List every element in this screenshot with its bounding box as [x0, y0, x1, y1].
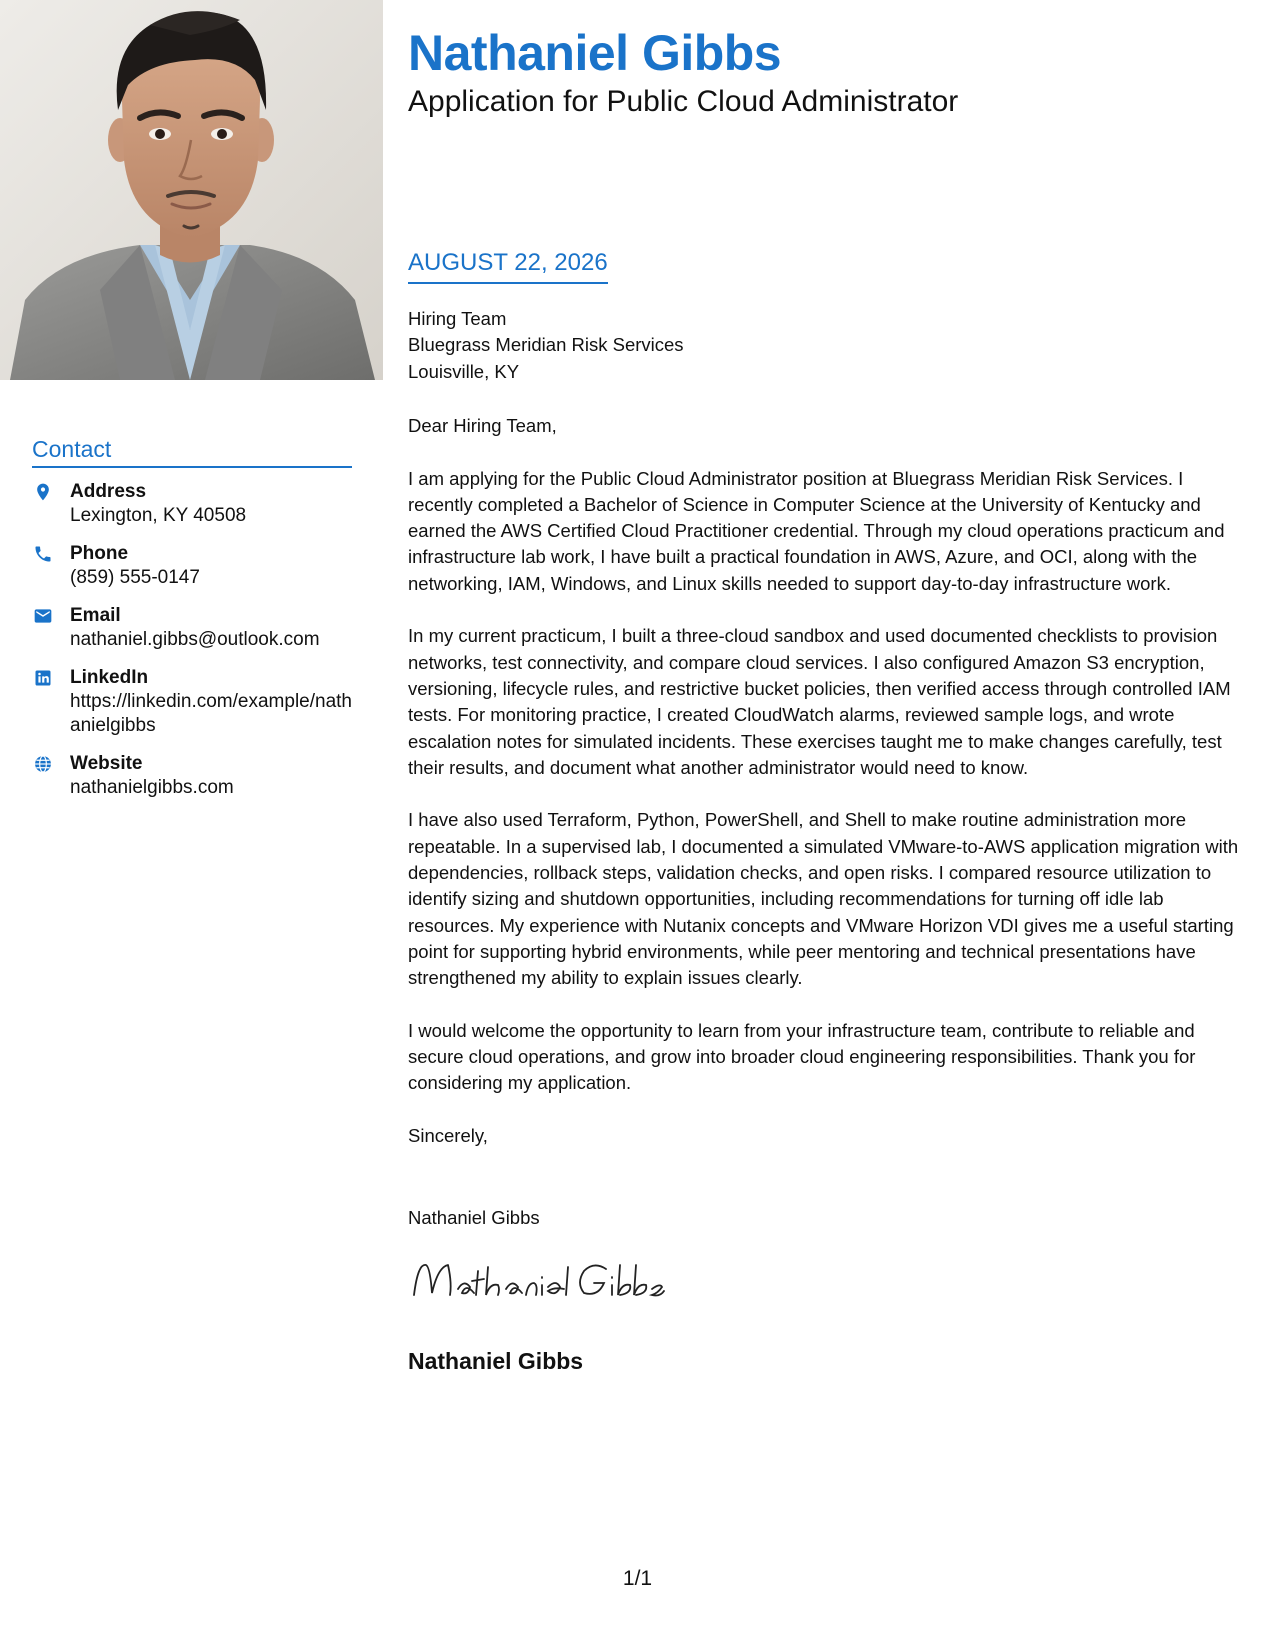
- globe-icon: [32, 753, 54, 775]
- portrait-icon: [0, 0, 383, 380]
- body-paragraph: I have also used Terraform, Python, PowerShell, and Shell to make routine administration more repeatable. In a supervised lab, I documented a simulated VMware-to-AWS application migration with dependencies, rollback steps, validation checks, and open risks. I compared resource utilization to identify sizing and shutdown opportunities, including recommendations for turning off idle lab resources. My experience with Nutanix concepts and VMware Horizon VDI gives me a useful starting point for supporting hybrid environments, while peer mentoring and technical presentations have strengthened my ability to explain issues clearly.: [408, 809, 1239, 989]
- body-paragraph: In my current practicum, I built a three-cloud sandbox and used documented checklists to provision networks, test connectivity, and compare cloud services. I also configured Amazon S3 encryption, versioning, lifecycle rules, and restrictive bucket policies, then verified access through controlled IAM tests. For monitoring practice, I created CloudWatch alarms, reviewed sample logs, and wrote escalation notes for simulated incidents. These exercises taught me to make changes carefully, test their results, and document what another administrator would need to know.: [408, 625, 1231, 778]
- letter-date: AUGUST 22, 2026: [408, 248, 608, 284]
- recipient-line: Bluegrass Meridian Risk Services: [408, 334, 684, 356]
- body-paragraph: I would welcome the opportunity to learn from your infrastructure team, contribute to reliable and secure cloud operations, and grow into broader cloud engineering responsibilities. Thank you for considering my application.: [408, 1019, 1196, 1094]
- linkedin-value[interactable]: https://linkedin.com/example/nathanielgibbs: [70, 691, 352, 736]
- contact-phone: [32, 542, 352, 590]
- linkedin-icon: [32, 667, 54, 689]
- address-label: Address: [70, 481, 147, 502]
- location-pin-icon: [32, 481, 54, 503]
- salutation: Dear Hiring Team,: [408, 415, 557, 436]
- email-label: Email: [70, 605, 121, 626]
- body-paragraph: I am applying for the Public Cloud Administrator position at Bluegrass Meridian Risk Services. I recently completed a Bachelor of Science in Computer Science at the University of Kentucky and earned the AWS Certified Cloud Practitioner credential. Through my cloud operations practicum and infrastructure lab work, I have built a practical foundation in AWS, Azure, and OCI, along with the networking, IAM, Windows, and Linux skills needed to support day-to-day infrastructure work.: [408, 467, 1225, 594]
- phone-value[interactable]: (859) 555-0147: [70, 567, 200, 588]
- application-title: Application for Public Cloud Administrator: [408, 85, 959, 118]
- recipient-block: [408, 306, 684, 385]
- closing: Sincerely,: [408, 1125, 488, 1147]
- contact-section: [32, 436, 352, 814]
- contact-email: [32, 604, 352, 652]
- signature-icon: [408, 1253, 668, 1313]
- contact-website: [32, 752, 352, 800]
- website-value[interactable]: nathanielgibbs.com: [70, 777, 234, 798]
- final-name: Nathaniel Gibbs: [408, 1348, 584, 1374]
- handwritten-signature: [408, 1253, 668, 1318]
- letter-header: [408, 22, 1253, 120]
- address-value: Lexington, KY 40508: [70, 505, 247, 526]
- email-value[interactable]: nathaniel.gibbs@outlook.com: [70, 629, 320, 650]
- contact-address: [32, 480, 352, 528]
- contact-linkedin: [32, 666, 352, 738]
- phone-label: Phone: [70, 543, 129, 564]
- website-label: Website: [70, 753, 143, 774]
- linkedin-label: LinkedIn: [70, 667, 149, 688]
- applicant-name: Nathaniel Gibbs: [408, 25, 782, 81]
- page-number: 1/1: [622, 1567, 653, 1590]
- contact-heading: Contact: [32, 436, 352, 468]
- signer-name: Nathaniel Gibbs: [408, 1207, 540, 1228]
- recipient-line: Hiring Team: [408, 308, 507, 329]
- letter-body: [408, 413, 1253, 1176]
- recipient-line: Louisville, KY: [408, 360, 520, 382]
- email-icon: [32, 605, 54, 627]
- phone-icon: [32, 543, 54, 565]
- profile-photo: [0, 0, 383, 380]
